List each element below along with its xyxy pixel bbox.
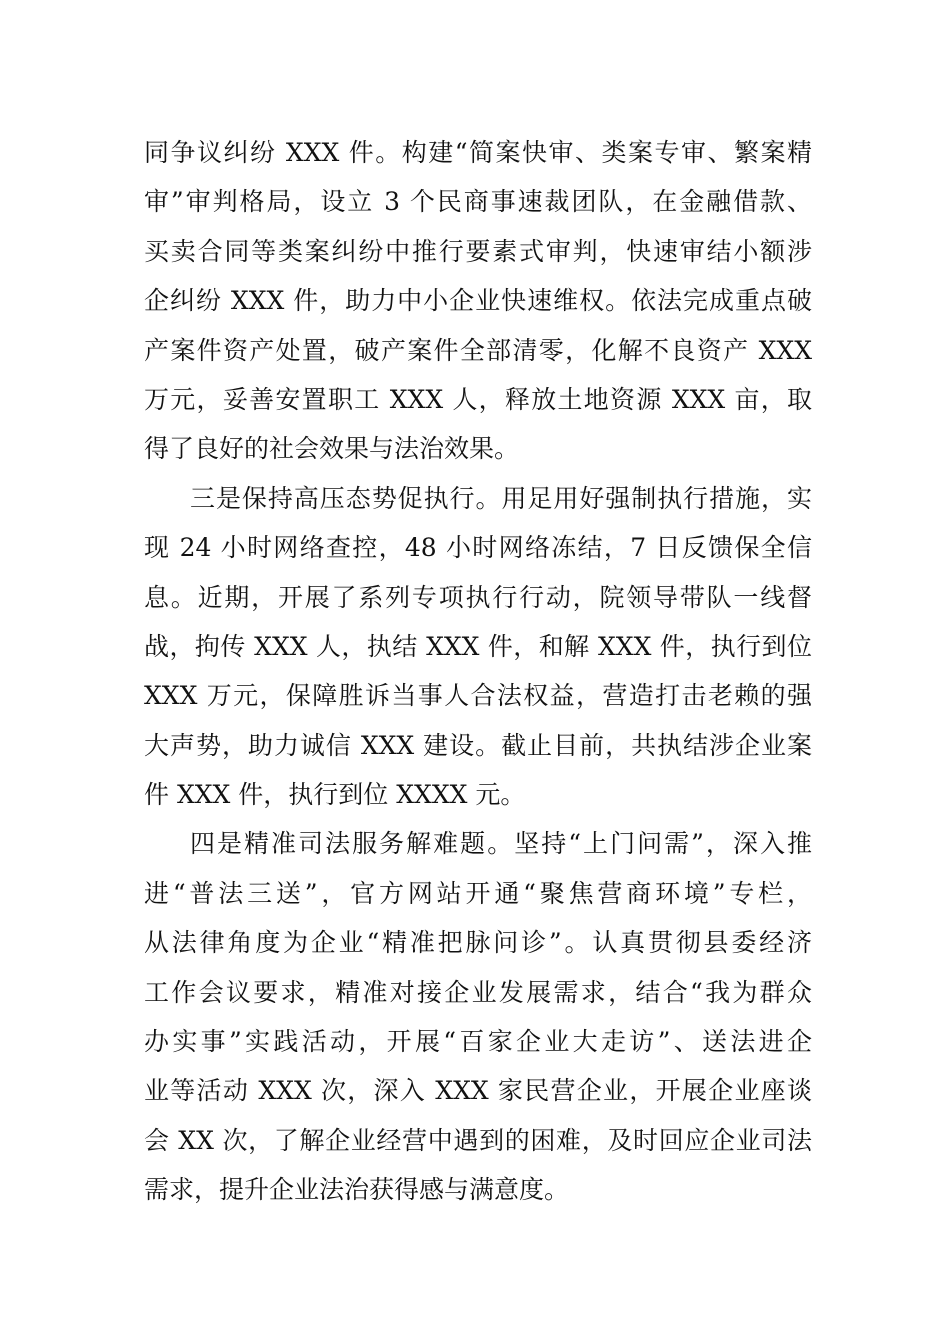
text-line: 业等活动 XXX 次，深入 XXX 家民营企业，开展企业座谈 <box>144 1076 812 1106</box>
text-line: 现 24 小时网络查控，48 小时网络冻结，7 日反馈保全信 <box>144 533 812 563</box>
text-line: 工作会议要求，精准对接企业发展需求，结合“我为群众 <box>144 977 812 1007</box>
text-line: 件 XXX 件，执行到位 XXXX 元。 <box>144 780 526 810</box>
text-line: 买卖合同等类案纠纷中推行要素式审判，快速审结小额涉 <box>144 236 812 266</box>
text-line: 三是保持高压态势促执行。用足用好强制执行措施，实 <box>190 483 812 513</box>
document-body <box>144 128 812 1215</box>
text-line: 需求，提升企业法治获得感与满意度。 <box>144 1175 570 1205</box>
text-line: 会 XX 次，了解企业经营中遇到的困难，及时回应企业司法 <box>144 1125 812 1155</box>
text-line: XXX 万元，保障胜诉当事人合法权益，营造打击老赖的强 <box>144 681 812 711</box>
text-line: 得了良好的社会效果与法治效果。 <box>144 434 520 464</box>
text-line: 万元，妥善安置职工 XXX 人，释放土地资源 XXX 亩，取 <box>144 384 812 414</box>
text-line: 进“普法三送”，官方网站开通“聚焦营商环境”专栏， <box>144 878 812 908</box>
paragraph-judicial-service <box>144 819 812 1214</box>
text-line: 战，拘传 XXX 人，执结 XXX 件，和解 XXX 件，执行到位 <box>144 631 812 661</box>
text-line: 审”审判格局，设立 3 个民商事速裁团队，在金融借款、 <box>144 187 812 217</box>
text-line: 同争议纠纷 XXX 件。构建“简案快审、类案专审、繁案精 <box>144 138 812 167</box>
text-line: 企纠纷 XXX 件，助力中小企业快速维权。依法完成重点破 <box>144 286 812 316</box>
paragraph-execution <box>144 474 812 820</box>
text-line: 办实事”实践活动，开展“百家企业大走访”、送法进企 <box>144 1027 812 1057</box>
text-line: 从法律角度为企业“精准把脉问诊”。认真贯彻县委经济 <box>144 928 812 958</box>
text-line: 息。近期，开展了系列专项执行行动，院领导带队一线督 <box>144 582 812 612</box>
text-line: 产案件资产处置，破产案件全部清零，化解不良资产 XXX <box>144 335 812 365</box>
text-line: 四是精准司法服务解难题。坚持“上门问需”，深入推 <box>190 829 812 859</box>
text-line: 大声势，助力诚信 XXX 建设。截止目前，共执结涉企业案 <box>144 730 812 760</box>
paragraph-case-handling <box>144 128 812 474</box>
